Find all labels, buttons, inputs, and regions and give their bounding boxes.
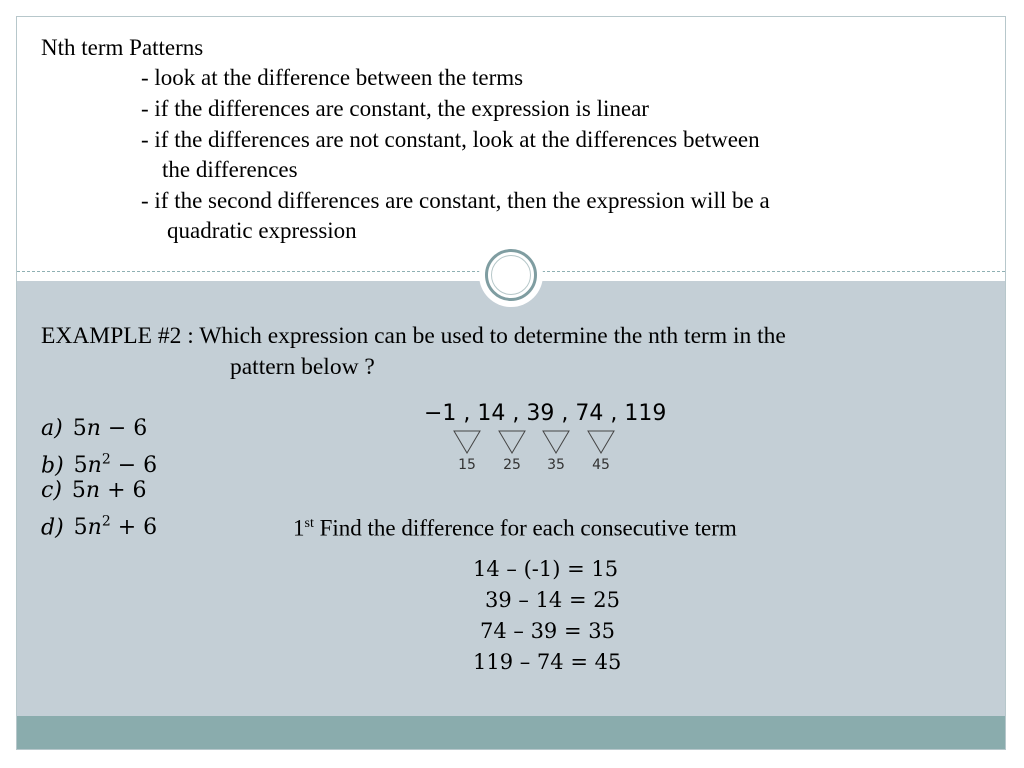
difference-label: 25 — [503, 457, 521, 473]
notes-heading: Nth term Patterns — [41, 35, 204, 60]
note-bullet-3-cont: the differences — [162, 157, 298, 182]
calculation-4: 119 – 74 = 45 — [473, 650, 622, 674]
note-bullet-3: - if the differences are not constant, look at the differences between — [141, 127, 760, 152]
difference-label: 15 — [458, 457, 476, 473]
slide — [16, 16, 1006, 750]
option-d: d) $5n^2 + 6$ — [41, 514, 158, 541]
calculation-1: 14 – (-1) = 15 — [473, 557, 619, 581]
calculation-2: 39 – 14 = 25 — [485, 588, 620, 612]
example-title: EXAMPLE #2 : Which expression can be used to determine the nth term in the — [41, 323, 786, 349]
triangle-icon — [498, 430, 526, 454]
difference-label: 45 — [592, 457, 610, 473]
example-title-cont: pattern below ? — [230, 354, 375, 380]
note-bullet-1: - look at the difference between the terms — [141, 65, 524, 90]
note-bullet-4-cont: quadratic expression — [167, 218, 357, 243]
step-instruction: 1st Find the difference for each consecutive term — [293, 515, 737, 541]
note-bullet-4: - if the second differences are constant, then the expression will be a — [141, 188, 770, 213]
triangle-icon — [542, 430, 570, 454]
note-bullet-2: - if the differences are constant, the expression is linear — [141, 96, 649, 121]
calculation-3: 74 – 39 = 35 — [480, 619, 615, 643]
triangle-icon — [453, 430, 481, 454]
triangle-icon — [587, 430, 615, 454]
option-a: a) 5n − 6 — [41, 416, 148, 441]
footer-bar — [17, 716, 1005, 750]
option-b: b) $5n^2 - 6$ — [41, 452, 158, 479]
option-c: c) 5n + 6 — [41, 478, 147, 503]
number-sequence: −1 , 14 , 39 , 74 , 119 — [424, 401, 667, 426]
notes-panel — [17, 17, 1005, 271]
difference-label: 35 — [547, 457, 565, 473]
circle-ornament-icon — [479, 243, 543, 307]
